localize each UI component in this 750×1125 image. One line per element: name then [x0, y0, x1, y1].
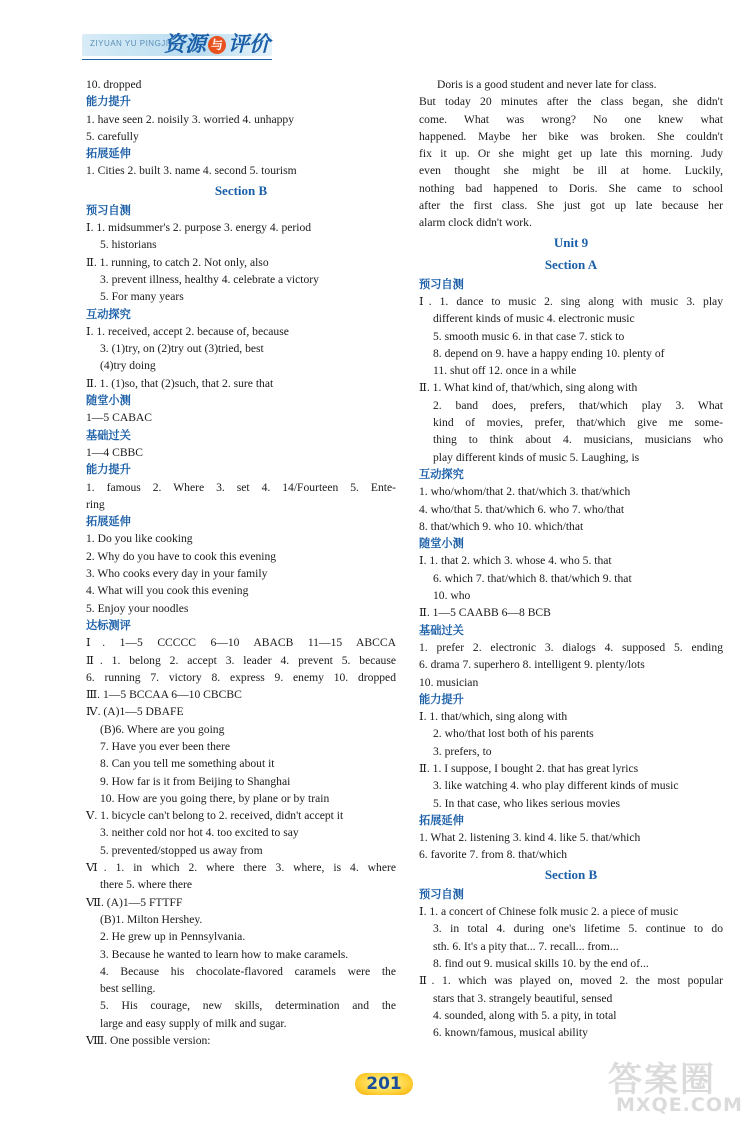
- header-pinyin: ZIYUAN YU PINGJIA: [90, 39, 175, 48]
- answer-line: 6. favorite 7. from 8. that/which: [419, 848, 568, 862]
- page-header: [82, 26, 272, 60]
- answer-line: 1. famous 2. Where 3. set 4. 14/Fourteen 5. Ente-: [86, 480, 396, 494]
- answer-line: Ⅰ. 1. midsummer's 2. purpose 3. energy 4. period: [86, 221, 312, 235]
- watermark-logo: [600, 1052, 745, 1120]
- answer-line: 10. who: [433, 589, 471, 603]
- answer-line: Ⅰ. 1. received, accept 2. because of, because: [86, 324, 289, 338]
- section-heading: 预习自测: [419, 277, 464, 291]
- answer-line: 5. carefully: [86, 129, 139, 143]
- answer-line: 2. Why do you have to cook this evening: [86, 549, 277, 563]
- section-heading: 拓展延伸: [419, 813, 464, 827]
- answer-line: Ⅰ. 1. that 2. which 3. whose 4. who 5. that: [419, 554, 612, 568]
- answer-line: nothing bad happened to Doris. She came to school: [419, 181, 723, 195]
- answer-line: Ⅳ. (A)1—5 DBAFE: [86, 705, 184, 719]
- answer-line: 1. Do you like cooking: [86, 532, 193, 546]
- answer-line: 3. prefers, to: [433, 744, 492, 758]
- answer-line: 10. How are you going there, by plane or by train: [100, 791, 330, 805]
- answer-line: after the first class. She just got up late because her: [419, 199, 723, 213]
- answer-line: 5. smooth music 6. in that case 7. stick to: [433, 329, 625, 343]
- left-column: [86, 76, 396, 1049]
- section-title: Unit 9: [553, 234, 589, 250]
- answer-line: Ⅰ. 1—5 CCCCC 6—10 ABACB 11—15 ABCCA: [86, 636, 396, 650]
- answer-line: best selling.: [100, 982, 156, 996]
- answer-line: (B)6. Where are you going: [100, 722, 225, 736]
- answer-line: play different kinds of music 5. Laughing, is: [433, 450, 640, 464]
- answer-line: 3. neither cold nor hot 4. too excited to say: [100, 826, 299, 840]
- answer-line: 4. What will you cook this evening: [86, 584, 249, 598]
- header-title-b: 评价: [228, 32, 270, 56]
- answer-line: 4. sounded, along with 5. a pity, in total: [433, 1008, 617, 1022]
- header-title-a: 资源: [164, 32, 206, 56]
- answer-line: different kinds of music 4. electronic music: [433, 312, 635, 326]
- answer-line: Ⅱ. 1. which was played on, moved 2. the most popular: [419, 974, 723, 988]
- answer-line: 9. How far is it from Beijing to Shanghai: [100, 774, 291, 788]
- section-heading: 达标测评: [86, 618, 131, 632]
- answer-line: alarm clock didn't work.: [419, 216, 532, 230]
- answer-line: But today 20 minutes after the class began, she didn't: [419, 95, 723, 109]
- answer-line: 7. Have you ever been there: [100, 739, 231, 753]
- answer-line: 5. historians: [100, 238, 157, 252]
- answer-line: 11. shut off 12. once in a while: [433, 364, 577, 378]
- answer-line: 5. Enjoy your noodles: [86, 601, 189, 615]
- answer-line: stars that 3. strangely beautiful, sensed: [433, 991, 613, 1005]
- answer-line: 6. known/famous, musical ability: [433, 1026, 588, 1040]
- answer-line: 8. that/which 9. who 10. which/that: [419, 519, 584, 533]
- section-heading: 能力提升: [86, 95, 131, 109]
- section-title: Section B: [544, 866, 598, 882]
- answer-line: sth. 6. It's a pity that... 7. recall... from...: [433, 939, 619, 953]
- answer-line: Ⅱ. 1. (1)so, that (2)such, that 2. sure that: [86, 376, 274, 390]
- answer-line: happened. Maybe her bike was broken. She couldn't: [419, 129, 723, 143]
- answer-line: 1. who/whom/that 2. that/which 3. that/which: [419, 485, 631, 499]
- section-heading: 随堂小测: [86, 394, 131, 408]
- answer-line: 10. dropped: [86, 78, 142, 91]
- section-heading: 能力提升: [86, 463, 131, 477]
- answer-line: Ⅷ. One possible version:: [86, 1034, 211, 1048]
- section-title: Section B: [214, 182, 268, 198]
- answer-line: 5. For many years: [100, 290, 184, 304]
- answer-line: 2. He grew up in Pennsylvania.: [100, 930, 246, 944]
- answer-line: 6. which 7. that/which 8. that/which 9. that: [433, 571, 632, 585]
- answer-line: even thought she might be ill at home. Luckily,: [419, 164, 723, 178]
- answer-line: 3. Who cooks every day in your family: [86, 567, 268, 581]
- answer-line: 8. Can you tell me something about it: [100, 757, 275, 771]
- answer-line: 8. find out 9. musical skills 10. by the end of...: [433, 956, 649, 970]
- answer-line: Ⅲ. 1—5 BCCAA 6—10 CBCBC: [86, 688, 242, 702]
- answer-line: Ⅵ. 1. in which 2. where there 3. where, is 4. where: [86, 861, 396, 875]
- answer-line: there 5. where there: [100, 878, 193, 892]
- answer-line: 1. What 2. listening 3. kind 4. like 5. that/which: [419, 831, 641, 845]
- answer-line: Ⅰ. 1. a concert of Chinese folk music 2. a piece of music: [419, 905, 679, 919]
- answer-line: 6. running 7. victory 8. express 9. enemy 10. dropped: [86, 670, 396, 684]
- answer-line: 3. (1)try, on (2)try out (3)tried, best: [100, 342, 264, 356]
- answer-line: Ⅶ. (A)1—5 FTTFF: [86, 895, 183, 909]
- answer-line: 2. who/that lost both of his parents: [433, 727, 594, 741]
- answer-line: 4. Because his chocolate-flavored caramels were the: [100, 964, 396, 978]
- answer-line: 1. prefer 2. electronic 3. dialogs 4. supposed 5. ending: [419, 640, 723, 654]
- section-heading: 预习自测: [419, 887, 464, 901]
- page-number: 201: [366, 1074, 402, 1094]
- answer-line: Ⅰ. 1. that/which, sing along with: [419, 710, 568, 724]
- answer-line: 8. depend on 9. have a happy ending 10. plenty of: [433, 346, 665, 360]
- answer-line: 5. His courage, new skills, determination and the: [100, 999, 396, 1013]
- watermark-url: MXQE.COM: [616, 1094, 743, 1116]
- answer-line: Ⅱ. 1. I suppose, I bought 2. that has great lyrics: [419, 761, 639, 775]
- section-title: Section A: [544, 256, 598, 272]
- answer-line: (B)1. Milton Hershey.: [100, 912, 203, 926]
- answer-line: 1—5 CABAC: [86, 411, 153, 425]
- right-column: [419, 76, 723, 1041]
- answer-line: Ⅱ. 1—5 CAABB 6—8 BCB: [419, 606, 551, 620]
- header-title-and: 与: [208, 36, 226, 54]
- answer-line: thing to think about 4. musicians, musicians who: [433, 433, 723, 447]
- section-heading: 预习自测: [86, 203, 131, 217]
- section-heading: 互动探究: [419, 467, 464, 481]
- answer-line: 3. in total 4. during one's lifetime 5. continue to do: [433, 922, 723, 936]
- section-heading: 能力提升: [419, 692, 464, 706]
- answer-line: 3. Because he wanted to learn how to make caramels.: [100, 947, 349, 961]
- section-heading: 拓展延伸: [86, 515, 131, 529]
- answer-line: 1—4 CBBC: [86, 445, 144, 459]
- answer-line: kind of movies, prefer, that/which give me some-: [433, 416, 723, 430]
- essay-line: Doris is a good student and never late for class.: [437, 78, 657, 91]
- answer-line: Ⅱ. 1. running, to catch 2. Not only, also: [86, 255, 269, 269]
- section-heading: 基础过关: [419, 623, 464, 637]
- answer-line: Ⅰ. 1. dance to music 2. sing along with music 3. play: [419, 294, 723, 308]
- answer-line: 10. musician: [419, 675, 479, 689]
- answer-line: 3. prevent illness, healthy 4. celebrate a victory: [100, 272, 319, 286]
- answer-line: come. What was wrong? No one knew what: [419, 112, 723, 126]
- answer-line: 3. like watching 4. who play different kinds of music: [433, 779, 679, 793]
- answer-line: 4. who/that 5. that/which 6. who 7. who/that: [419, 502, 625, 516]
- answer-line: fix it up. Or she might get up late this morning. Judy: [419, 147, 723, 161]
- answer-line: 1. have seen 2. noisily 3. worried 4. unhappy: [86, 112, 295, 126]
- answer-line: ring: [86, 497, 105, 511]
- answer-line: (4)try doing: [100, 359, 156, 373]
- answer-line: 2. band does, prefers, that/which play 3. What: [433, 398, 723, 412]
- section-heading: 随堂小测: [419, 537, 464, 551]
- section-heading: 基础过关: [86, 428, 131, 442]
- watermark-text: 答案圈: [608, 1060, 716, 1100]
- answer-line: Ⅴ. 1. bicycle can't belong to 2. received, didn't accept it: [86, 809, 344, 823]
- header-rule: [82, 59, 272, 60]
- section-heading: 拓展延伸: [86, 147, 131, 161]
- answer-line: large and easy supply of milk and sugar.: [100, 1016, 287, 1030]
- answer-line: 5. In that case, who likes serious movies: [433, 796, 621, 810]
- header-title: [164, 28, 270, 58]
- answer-line: 1. Cities 2. built 3. name 4. second 5. tourism: [86, 164, 297, 178]
- page-number-badge: [355, 1071, 413, 1097]
- answer-line: 5. prevented/stopped us away from: [100, 843, 263, 857]
- answer-line: Ⅱ. 1. belong 2. accept 3. leader 4. prevent 5. because: [86, 653, 396, 667]
- answer-line: Ⅱ. 1. What kind of, that/which, sing along with: [419, 381, 638, 395]
- section-heading: 互动探究: [86, 307, 131, 321]
- answer-line: 6. drama 7. superhero 8. intelligent 9. plenty/lots: [419, 658, 645, 672]
